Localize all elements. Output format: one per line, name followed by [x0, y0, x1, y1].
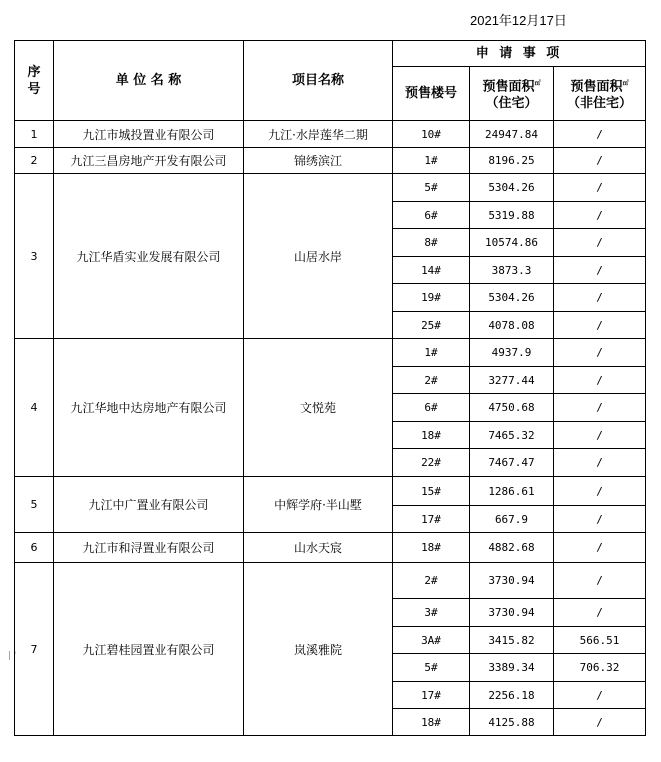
project-name: 岚溪雅院: [244, 563, 393, 736]
row-index: 2: [15, 148, 54, 174]
header-project: 项目名称: [244, 41, 393, 121]
table-row: [15, 148, 646, 174]
project-name: 文悦苑: [244, 339, 393, 477]
header-apply: 申 请 事 项: [393, 41, 646, 67]
residential-area: 3415.82: [470, 627, 554, 654]
building-number: 25#: [393, 312, 470, 339]
company-name: 九江华盾实业发展有限公司: [54, 174, 244, 339]
table-row: [15, 339, 646, 367]
non-residential-area: /: [554, 174, 646, 202]
residential-area: 8196.25: [470, 148, 554, 174]
building-number: 2#: [393, 367, 470, 394]
company-name: 九江市城投置业有限公司: [54, 121, 244, 148]
residential-area: 10574.86: [470, 229, 554, 257]
row-index: 4: [15, 339, 54, 477]
building-number: 6#: [393, 394, 470, 422]
building-number: 17#: [393, 682, 470, 709]
row-index: 1: [15, 121, 54, 148]
residential-area: 5319.88: [470, 202, 554, 229]
non-residential-area: /: [554, 202, 646, 229]
building-number: 3A#: [393, 627, 470, 654]
residential-area: 2256.18: [470, 682, 554, 709]
non-residential-area: /: [554, 477, 646, 506]
building-number: 18#: [393, 533, 470, 563]
header-building: 预售楼号: [393, 67, 470, 121]
row-index: 5: [15, 477, 54, 533]
company-name: 九江三昌房地产开发有限公司: [54, 148, 244, 174]
non-residential-area: /: [554, 506, 646, 533]
non-residential-area: /: [554, 449, 646, 477]
project-name: 山水天宸: [244, 533, 393, 563]
project-name: 山居水岸: [244, 174, 393, 339]
non-residential-area: /: [554, 533, 646, 563]
header-area-non: 预售面积㎡ （非住宅）: [554, 67, 646, 121]
project-name: 锦绣滨江: [244, 148, 393, 174]
building-number: 8#: [393, 229, 470, 257]
residential-area: 3389.34: [470, 654, 554, 682]
non-residential-area: /: [554, 121, 646, 148]
building-number: 5#: [393, 174, 470, 202]
non-residential-area: /: [554, 339, 646, 367]
non-residential-area: 566.51: [554, 627, 646, 654]
residential-area: 4750.68: [470, 394, 554, 422]
building-number: 22#: [393, 449, 470, 477]
building-number: 3#: [393, 599, 470, 627]
residential-area: 1286.61: [470, 477, 554, 506]
row-index: 7: [15, 563, 54, 736]
building-number: 1#: [393, 339, 470, 367]
header-area-res: 预售面积㎡ （住宅）: [470, 67, 554, 121]
residential-area: 5304.26: [470, 174, 554, 202]
non-residential-area: /: [554, 257, 646, 284]
project-name: 中辉学府·半山墅: [244, 477, 393, 533]
row-index: 6: [15, 533, 54, 563]
residential-area: 3277.44: [470, 367, 554, 394]
table-row: [15, 174, 646, 202]
residential-area: 3730.94: [470, 599, 554, 627]
company-name: 九江华地中达房地产有限公司: [54, 339, 244, 477]
non-residential-area: /: [554, 229, 646, 257]
building-number: 10#: [393, 121, 470, 148]
building-number: 14#: [393, 257, 470, 284]
building-number: 19#: [393, 284, 470, 312]
residential-area: 3730.94: [470, 563, 554, 599]
table-row: [15, 563, 646, 599]
company-name: 九江市和浔置业有限公司: [54, 533, 244, 563]
presale-table: [14, 40, 646, 736]
residential-area: 3873.3: [470, 257, 554, 284]
residential-area: 4882.68: [470, 533, 554, 563]
building-number: 6#: [393, 202, 470, 229]
building-number: 1#: [393, 148, 470, 174]
table-row: [15, 121, 646, 148]
row-index: 3: [15, 174, 54, 339]
residential-area: 667.9: [470, 506, 554, 533]
non-residential-area: /: [554, 367, 646, 394]
building-number: 15#: [393, 477, 470, 506]
building-number: 2#: [393, 563, 470, 599]
residential-area: 4937.9: [470, 339, 554, 367]
building-number: 17#: [393, 506, 470, 533]
header-seq: 序 号: [15, 41, 54, 121]
residential-area: 5304.26: [470, 284, 554, 312]
non-residential-area: 706.32: [554, 654, 646, 682]
margin-mark: | ': [8, 651, 17, 661]
residential-area: 7467.47: [470, 449, 554, 477]
header-unit: 单 位 名 称: [54, 41, 244, 121]
non-residential-area: /: [554, 394, 646, 422]
residential-area: 7465.32: [470, 422, 554, 449]
non-residential-area: /: [554, 312, 646, 339]
non-residential-area: /: [554, 682, 646, 709]
building-number: 18#: [393, 422, 470, 449]
residential-area: 4078.08: [470, 312, 554, 339]
table-body: [15, 121, 646, 736]
building-number: 18#: [393, 709, 470, 736]
company-name: 九江碧桂园置业有限公司: [54, 563, 244, 736]
non-residential-area: /: [554, 563, 646, 599]
document-date: 2021年12月17日: [470, 13, 567, 28]
project-name: 九江·水岸莲华二期: [244, 121, 393, 148]
table-row: [15, 477, 646, 506]
non-residential-area: /: [554, 148, 646, 174]
table-row: [15, 533, 646, 563]
non-residential-area: /: [554, 709, 646, 736]
non-residential-area: /: [554, 422, 646, 449]
non-residential-area: /: [554, 284, 646, 312]
building-number: 5#: [393, 654, 470, 682]
company-name: 九江中广置业有限公司: [54, 477, 244, 533]
residential-area: 4125.88: [470, 709, 554, 736]
residential-area: 24947.84: [470, 121, 554, 148]
non-residential-area: /: [554, 599, 646, 627]
